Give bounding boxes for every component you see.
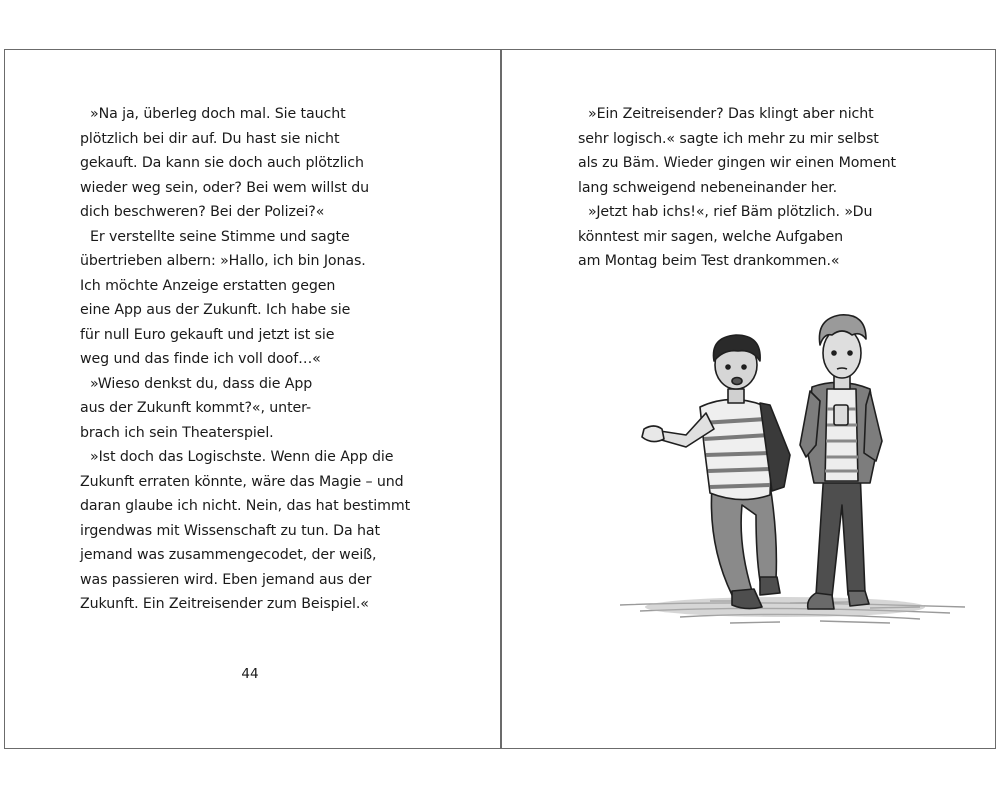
text-line: plötzlich bei dir auf. Du hast sie nicht: [80, 130, 340, 147]
right-page-text: [578, 102, 896, 274]
text-line: »Na ja, überleg doch mal. Sie taucht: [90, 106, 346, 122]
text-line: »Wieso denkst du, dass die App: [90, 375, 313, 392]
text-line: daran glaube ich nicht. Nein, das hat bestimmt: [80, 498, 411, 514]
text-line: irgendwas mit Wissenschaft zu tun. Da hat: [80, 522, 380, 539]
text-line: jemand was zusammengecodet, der weiß,: [80, 547, 377, 563]
text-line: weg und das finde ich voll doof…«: [80, 351, 321, 367]
left-page-text: [80, 102, 410, 617]
page-number: 44: [241, 666, 259, 682]
text-line: am Montag beim Test drankommen.«: [578, 253, 840, 269]
text-line: dich beschweren? Bei der Polizei?«: [80, 204, 325, 220]
text-line: was passieren wird. Eben jemand aus der: [80, 571, 372, 588]
two-boys-walking-illustration: [620, 305, 970, 640]
text-line: für null Euro gekauft und jetzt ist sie: [80, 326, 335, 343]
floor-shadow: [645, 597, 925, 617]
text-line: lang schweigend nebeneinander her.: [578, 179, 838, 196]
tall-boy-figure: [800, 315, 882, 609]
text-line: »Ist doch das Logischste. Wenn die App die: [90, 449, 394, 465]
text-line: als zu Bäm. Wieder gingen wir einen Moment: [578, 155, 896, 171]
text-line: »Jetzt hab ichs!«, rief Bäm plötzlich. »Du: [588, 204, 873, 220]
text-line: gekauft. Da kann sie doch auch plötzlich: [80, 155, 364, 171]
text-line: übertrieben albern: »Hallo, ich bin Jonas.: [80, 253, 366, 269]
text-line: eine App aus der Zukunft. Ich habe sie: [80, 302, 351, 318]
text-line: Zukunft erraten könnte, wäre das Magie – und: [80, 473, 404, 490]
text-line: Ich möchte Anzeige erstatten gegen: [80, 277, 336, 294]
text-line: wieder weg sein, oder? Bei wem willst du: [80, 179, 370, 196]
text-line: »Ein Zeitreisender? Das klingt aber nicht: [588, 106, 874, 122]
short-boy-figure: [642, 335, 790, 609]
text-line: Zukunft. Ein Zeitreisender zum Beispiel.«: [80, 596, 369, 612]
page-gutter: [500, 49, 502, 749]
text-line: brach ich sein Theaterspiel.: [80, 424, 274, 441]
text-line: sehr logisch.« sagte ich mehr zu mir selbst: [578, 130, 879, 147]
text-line: aus der Zukunft kommt?«, unter-: [80, 400, 311, 416]
text-line: könntest mir sagen, welche Aufgaben: [578, 228, 843, 245]
text-line: Er verstellte seine Stimme und sagte: [90, 228, 350, 245]
